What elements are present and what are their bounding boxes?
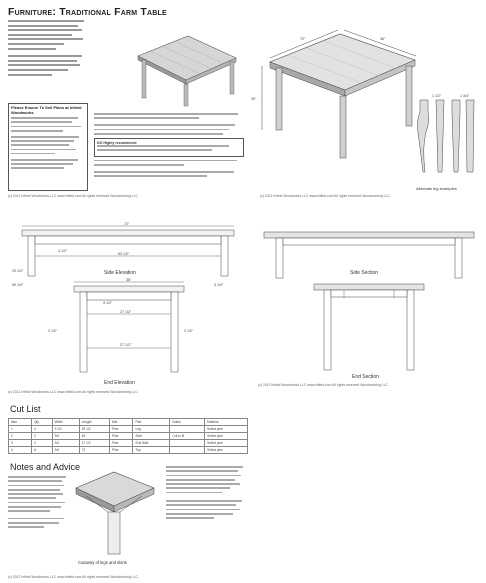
table-cell: Pine [110, 447, 133, 454]
table-cell: 29 1/2 [79, 426, 109, 433]
cut-list-header: Notes [170, 419, 205, 426]
dim-side-height: 29 1/2" [12, 269, 24, 273]
table-cell [170, 426, 205, 433]
caption-top-left: (c) 2012 Infield Woodworks LLC www.infield.com All rights reserved Woodworking LLC [8, 194, 138, 198]
table-cell: 2 [9, 433, 32, 440]
dim-end-inner: 27 1/2" [120, 310, 132, 314]
table-cell: 4 [32, 426, 53, 433]
cutaway-drawing [68, 466, 160, 558]
section-drawings [258, 222, 480, 382]
table-cell: 63 [79, 433, 109, 440]
table-cell: Leg [133, 426, 170, 433]
recommendation-box [94, 138, 244, 157]
table-iso-drawing [250, 22, 420, 172]
dim-iso-length: 72" [300, 37, 306, 41]
table-cell: 72 [79, 447, 109, 454]
end-section-label: End Section [352, 374, 379, 380]
table-cell: 3/4 [52, 447, 79, 454]
table-cell: Pine [110, 426, 133, 433]
table-cell: 2 [32, 433, 53, 440]
side-section-label: Side Section [350, 270, 379, 276]
dim-end-right: 3 1/2" [184, 329, 194, 333]
dim-side-right: 3 1/4" [214, 283, 224, 287]
table-cell: Select pine [205, 433, 248, 440]
table-cell [170, 447, 205, 454]
sidebar-note-box [8, 103, 88, 191]
table-cell: 27 1/2 [79, 440, 109, 447]
table-cell: Select pine [205, 426, 248, 433]
cut-list-header: Qty [32, 419, 53, 426]
dim-side-left: 30 1/4" [12, 283, 24, 287]
caption-mid-left: (c) 2012 Infield Woodworks LLC www.infield.com All rights reserved Woodworking LLC [8, 390, 138, 394]
table-cell: Pine [110, 433, 133, 440]
table-row [9, 433, 248, 440]
table-cell: Top [133, 447, 170, 454]
table-cell: 4 [9, 447, 32, 454]
cut-list-header: Material [205, 419, 248, 426]
table-render-small [128, 18, 238, 108]
sidebar-heading: Please Ensure To Sell Plans at Infield Woodworks [11, 105, 82, 115]
table-cell: 2 [32, 440, 53, 447]
elevation-drawings [8, 222, 248, 388]
alternate-legs-label: Alternate leg examples [416, 186, 457, 191]
table-cell: 6 [32, 447, 53, 454]
dim-leg-a: 1 1/2" [432, 94, 442, 98]
side-elevation-label: Side Elevation [104, 270, 136, 276]
cut-list-header: Width [52, 419, 79, 426]
dim-iso-height: 30" [251, 97, 257, 101]
table-cell: Cut to fit [170, 433, 205, 440]
dim-end-mid: 9 1/2" [103, 301, 113, 305]
table-row [9, 426, 248, 433]
cut-list-table [8, 418, 248, 454]
table-cell: End Skirt [133, 440, 170, 447]
leg-examples [412, 92, 482, 184]
table-row [9, 440, 248, 447]
table-cell: Select pine [205, 440, 248, 447]
end-elevation-label: End Elevation [104, 380, 135, 386]
notes-text-left [8, 476, 68, 530]
notes-heading: Notes and Advice [10, 462, 81, 472]
cutaway-label: Cutaway of legs and skirts [78, 560, 127, 565]
dim-end-bottom: 27 1/2" [120, 343, 132, 347]
notes-text-right [166, 466, 246, 521]
table-cell: 1 [9, 426, 32, 433]
table-cell: 3/4 [52, 433, 79, 440]
dim-side-top: 72" [124, 222, 130, 226]
page-title: Furniture: Traditional Farm Table [8, 6, 167, 18]
table-row [9, 447, 248, 454]
instructions-text [94, 113, 244, 179]
intro-text [8, 20, 88, 78]
table-cell: 3/4 [52, 440, 79, 447]
caption-mid-right: (c) 2012 Infield Woodworks LLC www.infield.com All rights reserved Woodworking LLC [258, 383, 388, 387]
table-cell [170, 440, 205, 447]
cut-list-header: Length [79, 419, 109, 426]
cut-list-header: Part [133, 419, 170, 426]
table-cell: Select pine [205, 447, 248, 454]
dim-end-top: 36" [126, 278, 132, 282]
cut-list-header: Item [9, 419, 32, 426]
dim-side-inner: 63 1/2" [118, 252, 130, 256]
table-cell: 3 [9, 440, 32, 447]
caption-top-right: (c) 2012 Infield Woodworks LLC www.infield.com All rights reserved Woodworking LLC [260, 194, 390, 198]
dim-end-left: 3 1/2" [48, 329, 58, 333]
table-cell: 3 1/2 [52, 426, 79, 433]
caption-bottom: (c) 2012 Infield Woodworks LLC www.infield.com All rights reserved Woodworking LLC [8, 575, 138, 579]
recommendation-heading: DO Highly recommend: [97, 140, 137, 145]
cut-list-heading: Cut List [10, 404, 41, 414]
dim-iso-width: 36" [380, 37, 386, 41]
table-cell: Skirt [133, 433, 170, 440]
cut-list-header: Mat [110, 419, 133, 426]
dim-side-apron: 4 1/2" [58, 249, 68, 253]
dim-leg-b: 1 3/4" [460, 94, 470, 98]
table-cell: Pine [110, 440, 133, 447]
